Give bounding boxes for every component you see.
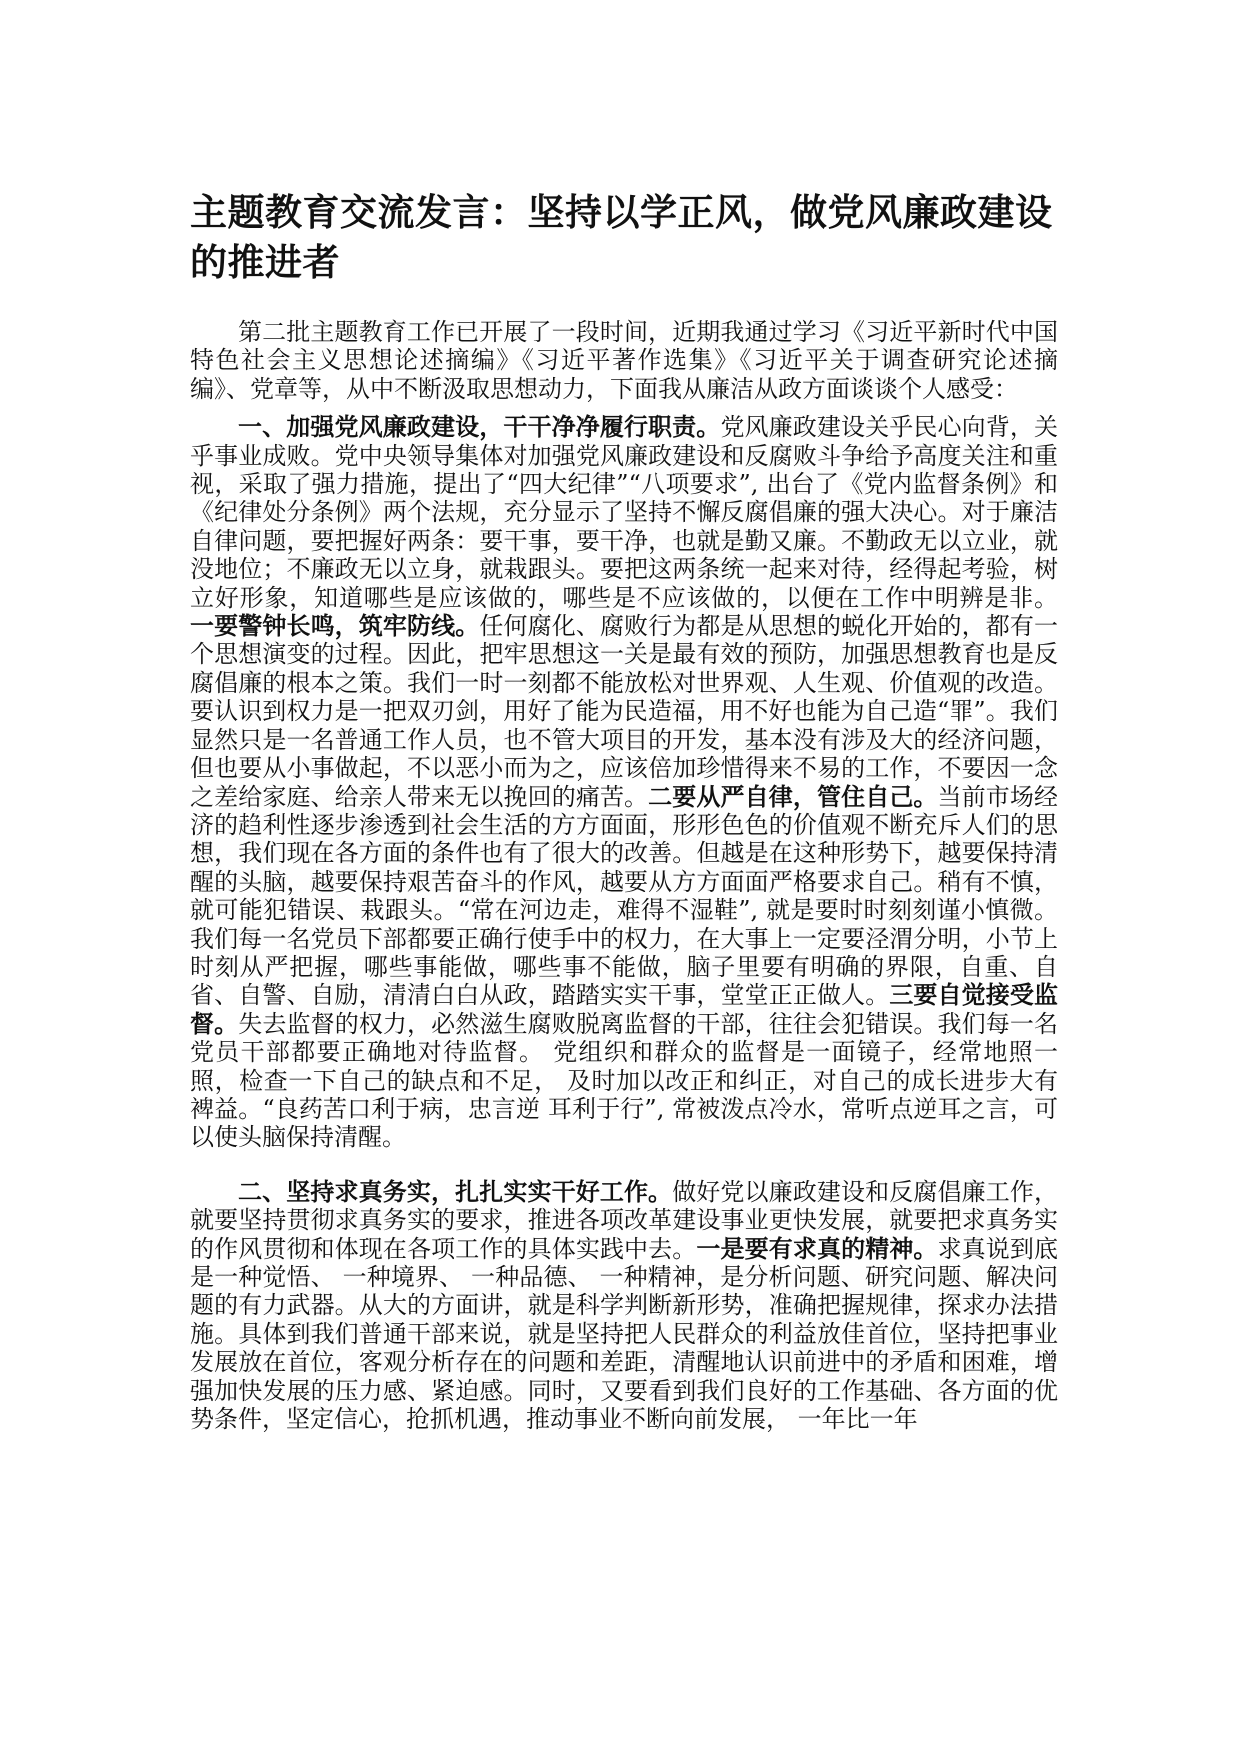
section-1-point-2-text: 当前市场经济的趋利性逐步渗透到社会生活的方方面面，形形色色的价值观不断充斥人们的思想，我们现在各方面的条件也有了很大的改善。但越是在这种形势下，越要保持清醒的头脑，越要保持艰苦奋斗的作风，越要从方方面面严格要求自己。稍有不慎，就可能犯错误、栽跟头。“常在河边走，难得不湿鞋”, 就是要时时刻刻谨小慎微。我们每一名党员下部都要正确行使手中的权力，在大事上一定要泾渭分明，小节上时刻从严把握，哪些事能做，哪些事不能做，脑子里要有明确的界限，自重、自省、自警、自励，清清白白从政，踏踏实实干事，堂堂正正做人。 <box>190 782 1059 1010</box>
intro-paragraph: 第二批主题教育工作已开展了一段时间，近期我通过学习《习近平新时代中国特色社会主义思想论述摘编》《习近平著作选集》《习近平关于调查研究论述摘编》、党章等，从中不断汲取思想动力，下面我从廉洁从政方面谈谈个人感受： <box>190 318 1058 403</box>
section-2-paragraph <box>190 1178 1058 1434</box>
section-1-point-1-label: 一要警钟长鸣，筑牢防线。 <box>190 611 480 641</box>
section-1-heading: 一、加强党风廉政建设，干干净净履行职责。 <box>238 412 721 442</box>
section-1-paragraph <box>190 413 1058 1152</box>
section-1-point-3-label: 三要自觉接受监督。 <box>190 980 1058 1038</box>
document-body <box>190 188 1058 1433</box>
section-1-point-2-label: 二要从严自律，管住自己。 <box>648 781 938 811</box>
section-1-point-1-text: 任何腐化、腐败行为都是从思想的蜕化开始的，都有一个思想演变的过程。因此，把牢思想这一关是最有效的预防，加强思想教育也是反腐倡廉的根本之策。我们一时一刻都不能放松对世界观、人生观、价值观的改造。要认识到权力是一把双刃剑，用好了能为民造福，用不好也能为自己造“罪”。我们显然只是一名普通工作人员，也不管大项目的开发，基本没有涉及大的经济问题，但也要从小事做起，不以恶小而为之，应该倍加珍惜得来不易的工作，不要因一念之差给家庭、给亲人带来无以挽回的痛苦。 <box>190 612 1059 811</box>
section-1-point-3-text: 失去监督的权力，必然滋生腐败脱离监督的干部，往往会犯错误。我们每一名党员干部都要正确地对待监督。 党组织和群众的监督是一面镜子，经常地照一照，检查一下自己的缺点和不足， 及时加以改正和纠正，对自己的成长进步大有裨益。“良药苦口利于病，忠言逆 耳利于行”, 常被泼点冷水，常听点逆耳之言，可以使头脑保持清醒。 <box>190 1009 1059 1152</box>
section-2-text: 做好党以廉政建设和反腐倡廉工作，就要坚持贯彻求真务实的要求，推进各项改革建设事业更快发展，就要把求真务实的作风贯彻和体现在各项工作的具体实践中去。 <box>190 1177 1059 1263</box>
section-2-point-1-label: 一是要有求真的精神。 <box>696 1233 938 1263</box>
section-1-text: 党风廉政建设关乎民心向背，关乎事业成败。党中央领导集体对加强党风廉政建设和反腐败斗争给予高度关注和重视，采取了强力措施，提出了“四大纪律”“八项要求”, 出台了《党内监督条例》和《纪律处分条例》两个法规，充分显示了坚持不懈反腐倡廉的强大决心。对于廉洁自律问题，要把握好两条：要干事，要干净，也就是勤又廉。不勤政无以立业，就没地位；不廉政无以立身，就栽跟头。要把这两条统一起来对待，经得起考验，树立好形象，知道哪些是应该做的，哪些是不应该做的，以便在工作中明辨是非。 <box>190 413 1059 612</box>
document-title: 主题教育交流发言：坚持以学正风，做党风廉政建设的推进者 <box>190 191 1053 284</box>
section-2-heading: 二、坚持求真务实，扎扎实实干好工作。 <box>238 1176 673 1206</box>
section-2-point-1-text: 求真说到底是一种觉悟、 一种境界、 一种品德、 一种精神，是分析问题、研究问题、解决问题的有力武器。从大的方面讲，就是科学判断新形势，准确把握规律，探求办法措施。具体到我们普通干部来说，就是坚持把人民群众的利益放佳首位，坚持把事业发展放在首位，客观分析存在的问题和差距，清醒地认识前进中的矛盾和困难，增强加快发展的压力感、紧迫感。同时，又要看到我们良好的工作基础、各方面的优势条件，坚定信心，抢抓机遇，推动事业不断向前发展， 一年比一年 <box>190 1234 1059 1434</box>
